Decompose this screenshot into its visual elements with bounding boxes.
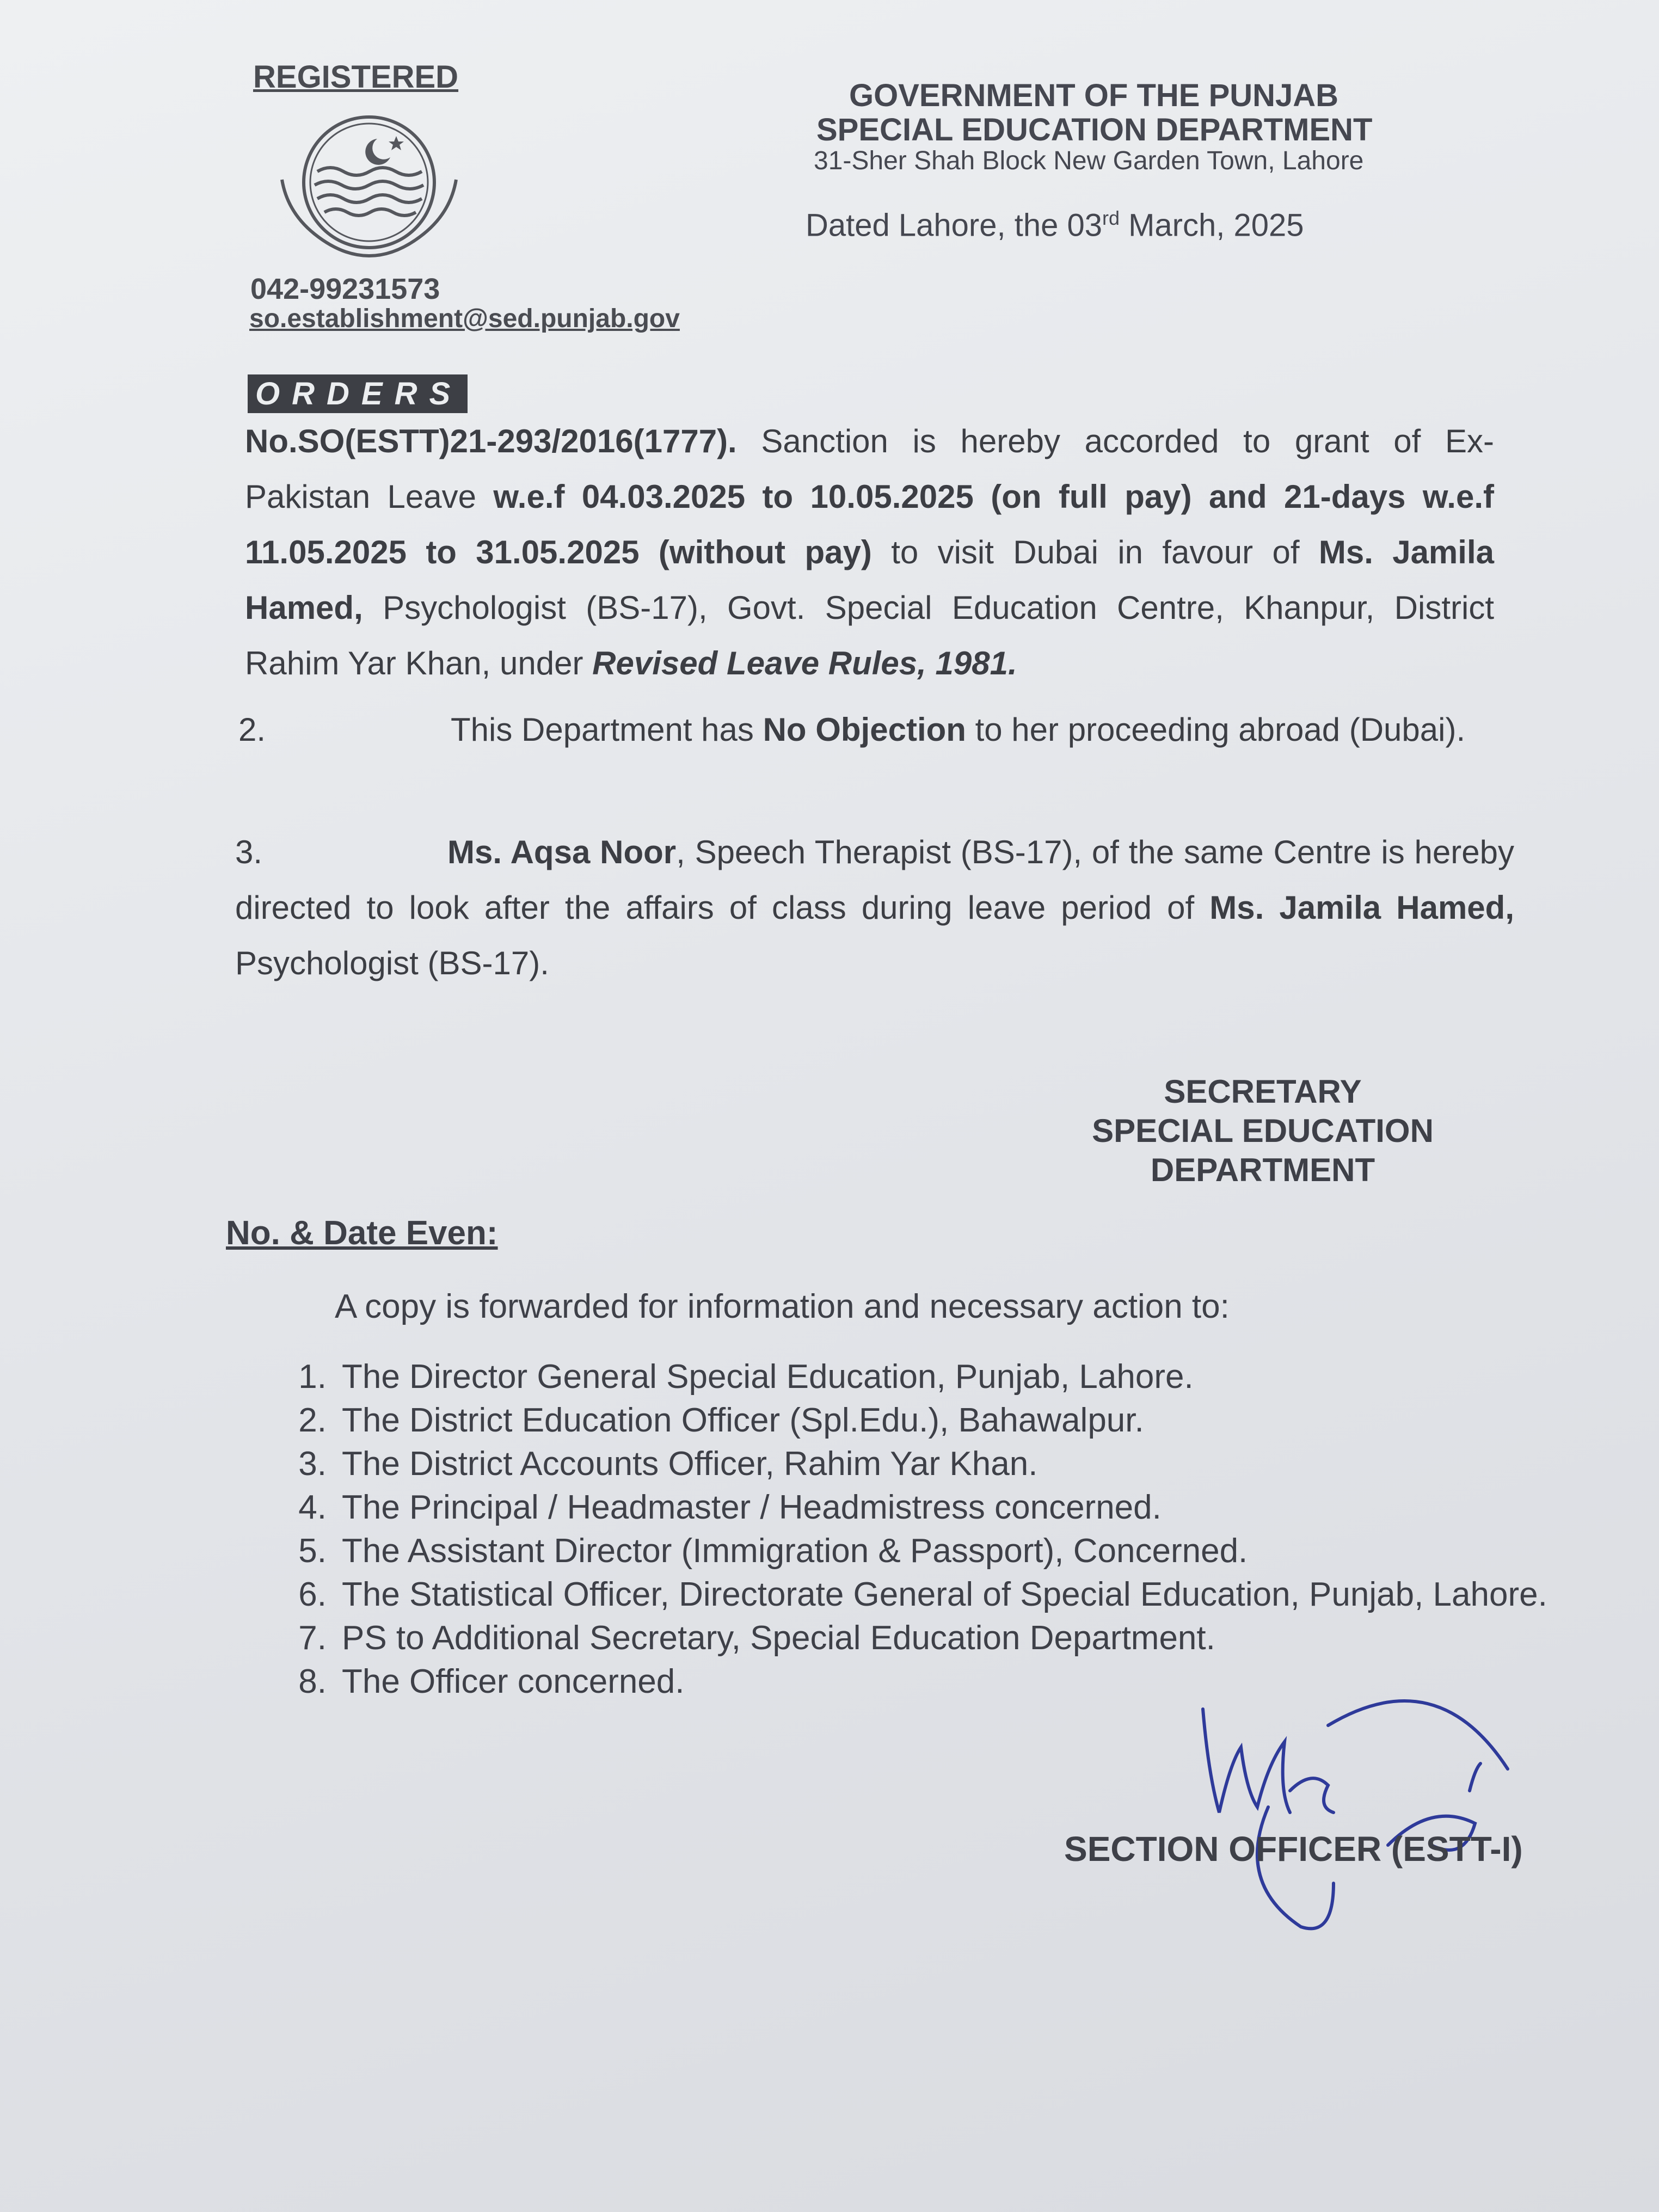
handwritten-signature: [1159, 1611, 1529, 1949]
email-address[interactable]: so.establishment@sed.punjab.gov: [249, 304, 680, 333]
order-paragraph-2: 2. This Department has No Objection to her proceeding abroad (Dubai).: [238, 711, 1466, 748]
government-heading: GOVERNMENT OF THE PUNJAB: [849, 78, 1339, 113]
copy-recipient-item: [261, 1442, 1621, 1486]
copy-recipient-item: [261, 1399, 1621, 1442]
copy-recipient-text: The Statistical Officer, Directorate General of Special Education, Punjab, Lahore.: [342, 1576, 1547, 1613]
copy-recipient-number: 3.: [298, 1445, 327, 1483]
copy-recipient-number: 4.: [298, 1489, 327, 1526]
date-line: Dated Lahore, the 03rd March, 2025: [806, 207, 1304, 243]
copy-recipient-number: 2.: [298, 1402, 327, 1439]
copy-recipient-text: The Director General Special Education, Punjab, Lahore.: [342, 1358, 1194, 1396]
copy-recipient-text: The District Accounts Officer, Rahim Yar Khan.: [342, 1445, 1038, 1483]
registered-label: REGISTERED: [253, 59, 459, 95]
copy-recipient-text: The Assistant Director (Immigration & Passport), Concerned.: [342, 1532, 1248, 1570]
copy-recipient-number: 5.: [298, 1532, 327, 1570]
department-address: 31-Sher Shah Block New Garden Town, Lahore: [814, 146, 1364, 175]
copy-recipient-number: 1.: [298, 1358, 327, 1396]
no-date-even-heading: No. & Date Even:: [226, 1214, 498, 1252]
section-officer-label: SECTION OFFICER (ESTT-I): [1064, 1829, 1523, 1869]
copy-recipient-text: The District Education Officer (Spl.Edu.), Bahawalpur.: [342, 1402, 1144, 1439]
copy-recipient-item: [261, 1529, 1621, 1573]
department-heading: SPECIAL EDUCATION DEPARTMENT: [816, 112, 1373, 148]
copy-recipient-item: [261, 1573, 1621, 1617]
punjab-emblem-icon: [266, 109, 472, 267]
copy-recipient-number: 6.: [298, 1576, 327, 1613]
copy-recipient-text: PS to Additional Secretary, Special Education Department.: [342, 1619, 1215, 1657]
order-paragraph-1: No.SO(ESTT)21-293/2016(1777). Sanction is hereby accorded to grant of Ex-Pakistan Leave w.e.f 04.03.2025 to 10.05.2025 (on full pay) and 21-days w.e.f 11.05.2025 to 31.05.2025 (without pay) to visit Dubai in favour of Ms. Jamila Hamed, Psychologist (BS-17), Govt. Special Education Centre, Khanpur, District Rahim Yar Khan, under Revised Leave Rules, 1981.: [245, 423, 1494, 681]
copy-forward-intro: A copy is forwarded for information and necessary action to:: [335, 1288, 1230, 1325]
phone-number: 042-99231573: [250, 273, 440, 305]
orders-label: ORDERS: [248, 374, 468, 413]
copy-recipient-number: 7.: [298, 1619, 327, 1657]
secretary-signature-block: SECRETARY SPECIAL EDUCATION DEPARTMENT: [1092, 1073, 1434, 1188]
order-paragraph-3: 3. Ms. Aqsa Noor, Speech Therapist (BS-17), of the same Centre is hereby directed to look after the affairs of class during leave period of Ms. Jamila Hamed, Psychologist (BS-17).: [235, 834, 1514, 981]
copy-recipient-item: [261, 1355, 1621, 1399]
copy-recipient-text: The Officer concerned.: [342, 1663, 685, 1700]
copy-recipient-number: 8.: [298, 1663, 327, 1700]
copy-recipient-item: [261, 1486, 1621, 1529]
copy-recipient-text: The Principal / Headmaster / Headmistress concerned.: [342, 1489, 1162, 1526]
